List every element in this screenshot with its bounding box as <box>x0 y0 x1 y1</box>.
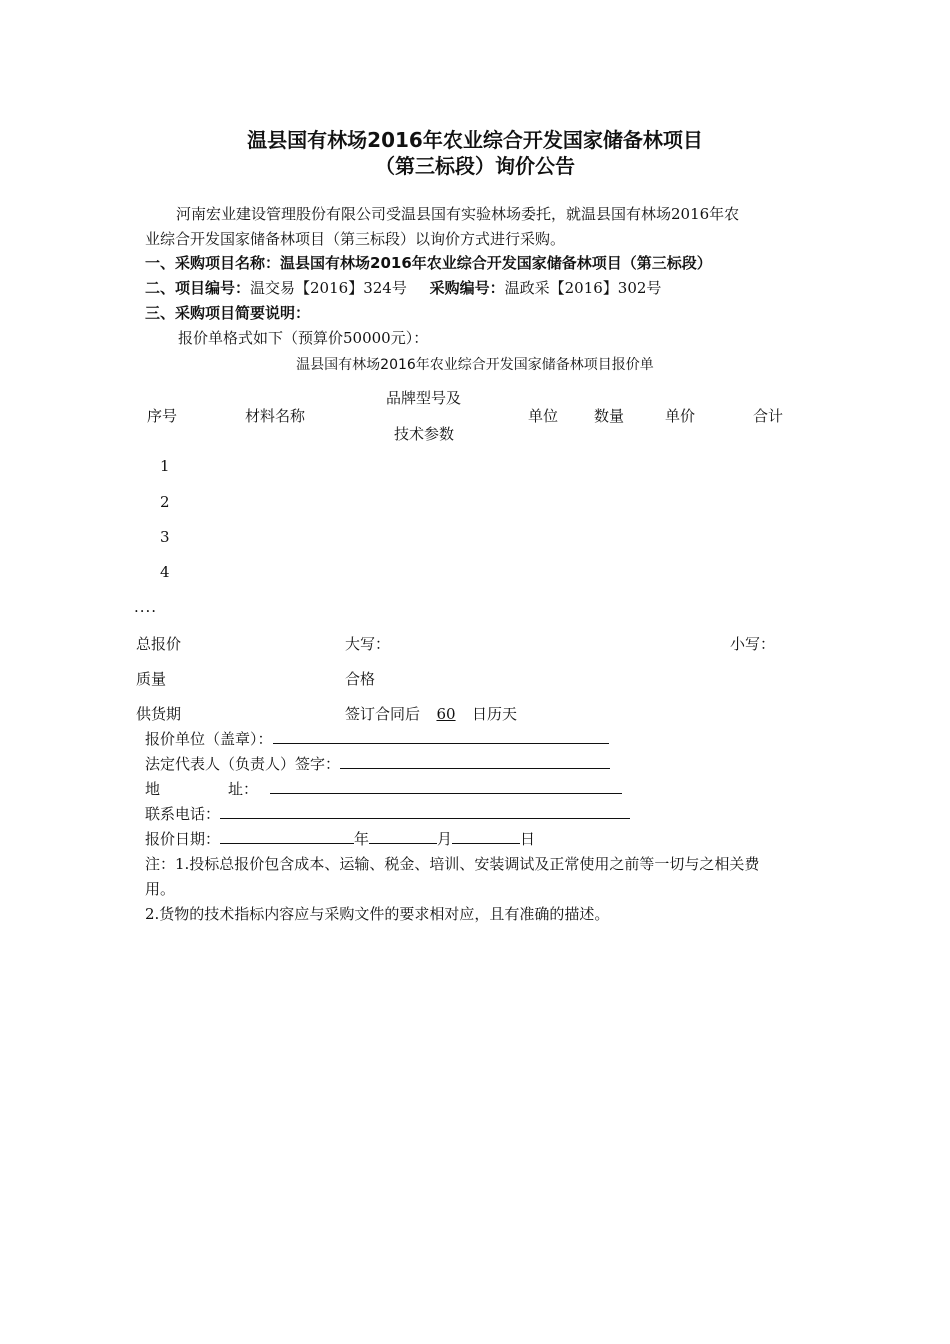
note-1-line1: 注：1.投标总报价包含成本、运输、税金、培训、安装调试及正常使用之前等一切与之相关费 <box>145 855 760 873</box>
address-label-b: 址： <box>228 780 259 798</box>
date-year-label: 年 <box>354 830 370 848</box>
total-lower-label: 小写： <box>730 635 776 653</box>
date-month-label: 月 <box>437 830 453 848</box>
date-row <box>145 828 535 849</box>
header-price: 单价 <box>665 407 696 425</box>
project-number-value: 温交易【2016】324号 <box>250 279 407 297</box>
phone-blank[interactable] <box>220 804 630 819</box>
table-row-number: 4 <box>160 563 170 581</box>
project-number-label: 二、项目编号： <box>145 279 251 297</box>
section-description: 三、采购项目简要说明： <box>145 304 311 322</box>
date-day-blank[interactable] <box>452 829 520 844</box>
table-ellipsis: .... <box>134 598 158 616</box>
header-brand-line2: 技术参数 <box>394 425 455 443</box>
section-project-name: 一、采购项目名称：温县国有林场2016年农业综合开发国家储备林项目（第三标段） <box>145 254 712 272</box>
intro-line2: 业综合开发国家储备林项目（第三标段）以询价方式进行采购。 <box>145 230 566 248</box>
header-brand-line1: 品牌型号及 <box>386 389 462 407</box>
quality-value: 合格 <box>345 670 376 688</box>
delivery-days: 60 <box>436 705 456 723</box>
header-unit: 单位 <box>528 407 559 425</box>
legal-rep-row <box>145 753 610 774</box>
date-year-blank[interactable] <box>220 829 354 844</box>
phone-label: 联系电话： <box>145 805 221 823</box>
address-label-a: 地 <box>145 780 161 798</box>
quote-form-title: 温县国有林场2016年农业综合开发国家储备林项目报价单 <box>296 357 654 373</box>
header-total: 合计 <box>753 407 784 425</box>
legal-rep-label: 法定代表人（负责人）签字： <box>145 755 341 773</box>
delivery-label: 供货期 <box>136 705 182 723</box>
header-qty: 数量 <box>594 407 625 425</box>
date-label: 报价日期： <box>145 830 221 848</box>
budget-note: 报价单格式如下（预算价50000元）： <box>178 329 429 347</box>
date-month-blank[interactable] <box>369 829 437 844</box>
table-row-number: 1 <box>160 457 170 475</box>
total-label: 总报价 <box>136 635 182 653</box>
address-row <box>228 778 622 799</box>
table-row-number: 2 <box>160 493 170 511</box>
bidder-label: 报价单位（盖章）： <box>145 730 273 748</box>
date-day-label: 日 <box>520 830 536 848</box>
bidder-blank[interactable] <box>273 729 609 744</box>
delivery-prefix: 签订合同后 <box>345 705 421 723</box>
procurement-number-value: 温政采【2016】302号 <box>504 279 662 297</box>
procurement-number-label: 采购编号： <box>429 279 505 297</box>
header-material: 材料名称 <box>245 407 306 425</box>
total-upper-label: 大写： <box>345 635 391 653</box>
legal-rep-blank[interactable] <box>340 754 610 769</box>
note-1-line2: 用。 <box>145 880 176 898</box>
phone-row <box>145 803 630 824</box>
quality-label: 质量 <box>136 670 167 688</box>
intro-line1: 河南宏业建设管理股份有限公司受温县国有实验林场委托，就温县国有林场2016年农 <box>176 205 740 223</box>
address-blank[interactable] <box>270 779 622 794</box>
bidder-row <box>145 728 609 749</box>
header-no: 序号 <box>147 407 178 425</box>
delivery-suffix: 日历天 <box>472 705 518 723</box>
delivery-value <box>345 703 517 724</box>
document-title-line1: 温县国有林场2016年农业综合开发国家储备林项目 <box>247 128 703 152</box>
table-row-number: 3 <box>160 528 170 546</box>
section-project-number <box>145 277 661 298</box>
note-2: 2.货物的技术指标内容应与采购文件的要求相对应，且有准确的描述。 <box>145 905 610 923</box>
document-title-line2: （第三标段）询价公告 <box>375 154 575 178</box>
